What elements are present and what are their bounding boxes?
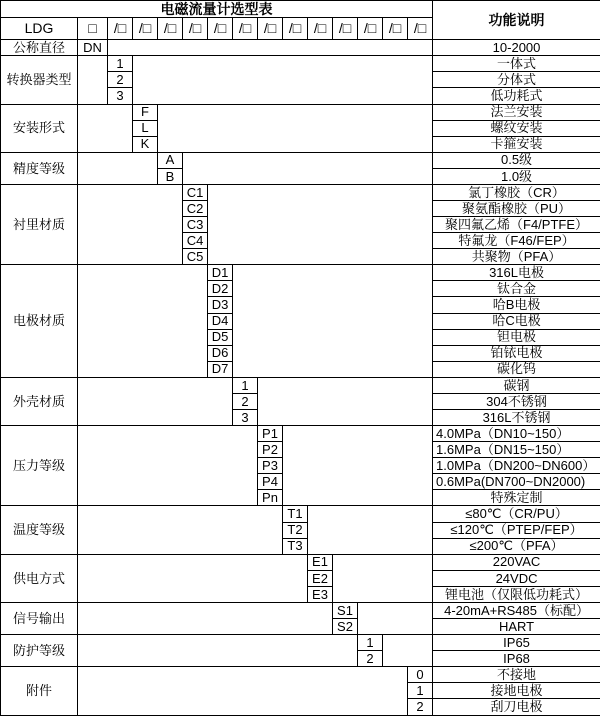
model-slot-box: /□	[183, 18, 208, 40]
option-row	[1, 265, 600, 281]
option-code: C5	[183, 249, 208, 265]
model-slot-box: /□	[133, 18, 158, 40]
spacer-cell	[258, 377, 433, 425]
option-code: C1	[183, 184, 208, 200]
option-desc: 螺纹安装	[433, 120, 600, 136]
model-slot-box: /□	[258, 18, 283, 40]
option-row	[1, 152, 600, 168]
option-desc: 氯丁橡胶（CR）	[433, 184, 600, 200]
option-desc: 聚氨酯橡胶（PU）	[433, 200, 600, 216]
spacer-cell	[78, 667, 408, 716]
category-label: 精度等级	[1, 152, 78, 184]
option-desc: 24VDC	[433, 570, 600, 586]
function-description-header: 功能说明	[433, 1, 600, 40]
option-desc: 碳钢	[433, 377, 600, 393]
option-desc: ≤120℃（PTEP/FEP）	[433, 522, 600, 538]
model-slot-box: /□	[158, 18, 183, 40]
option-desc: IP65	[433, 635, 600, 651]
category-label: 信号输出	[1, 602, 78, 634]
option-row	[1, 377, 600, 393]
option-desc: 接地电极	[433, 683, 600, 699]
option-code: T3	[283, 538, 308, 554]
option-row	[1, 667, 600, 683]
option-code: 1	[233, 377, 258, 393]
category-label: 衬里材质	[1, 184, 78, 264]
option-code: A	[158, 152, 183, 168]
option-code: 2	[408, 699, 433, 716]
option-desc: 不接地	[433, 667, 600, 683]
model-slot-box: /□	[383, 18, 408, 40]
model-slot-box: /□	[233, 18, 258, 40]
spacer-cell	[183, 152, 433, 184]
table-body	[1, 1, 600, 716]
spacer-cell	[78, 184, 183, 264]
option-code: 1	[108, 56, 133, 72]
category-label: 温度等级	[1, 506, 78, 554]
diameter-code: DN	[78, 40, 108, 56]
option-row	[1, 554, 600, 570]
option-code: C3	[183, 217, 208, 233]
option-desc: 特氟龙（F46/FEP）	[433, 233, 600, 249]
spacer-cell	[283, 426, 433, 506]
option-desc: 聚四氟乙烯（F4/PTFE）	[433, 217, 600, 233]
option-code: 3	[108, 88, 133, 104]
option-code: Pn	[258, 490, 283, 506]
option-code: D3	[208, 297, 233, 313]
spacer-cell	[78, 426, 258, 506]
spacer-cell	[333, 554, 433, 602]
option-code: L	[133, 120, 158, 136]
option-desc: 0.5级	[433, 152, 600, 168]
option-desc: 1.0级	[433, 168, 600, 184]
category-label-diameter: 公称直径	[1, 40, 78, 56]
option-code: C4	[183, 233, 208, 249]
spacer-cell	[78, 377, 233, 425]
model-slot-box: /□	[408, 18, 433, 40]
option-desc: 碳化钨	[433, 361, 600, 377]
model-slot-box: /□	[308, 18, 333, 40]
category-label: 压力等级	[1, 426, 78, 506]
spacer-cell	[308, 506, 433, 554]
option-desc: 卡箍安装	[433, 136, 600, 152]
spacer-cell	[233, 265, 433, 378]
category-label: 外壳材质	[1, 377, 78, 425]
option-desc: ≤80℃（CR/PU）	[433, 506, 600, 522]
option-code: K	[133, 136, 158, 152]
spacer-cell	[108, 40, 433, 56]
option-code: 2	[358, 651, 383, 667]
option-code: 2	[108, 72, 133, 88]
option-desc: IP68	[433, 651, 600, 667]
option-code: P3	[258, 458, 283, 474]
category-label: 电极材质	[1, 265, 78, 378]
spacer-cell	[78, 56, 108, 104]
option-desc: 1.0MPa（DN200~DN600）	[433, 458, 600, 474]
option-desc: 0.6MPa(DN700~DN2000)	[433, 474, 600, 490]
option-desc: 法兰安装	[433, 104, 600, 120]
option-desc: 220VAC	[433, 554, 600, 570]
option-code: P2	[258, 442, 283, 458]
option-desc: 4.0MPa（DN10~150）	[433, 426, 600, 442]
option-code: F	[133, 104, 158, 120]
option-code: D6	[208, 345, 233, 361]
option-desc: 316L不锈钢	[433, 410, 600, 426]
option-code: D5	[208, 329, 233, 345]
option-desc: 304不锈钢	[433, 393, 600, 409]
option-desc: 哈B电极	[433, 297, 600, 313]
spacer-cell	[78, 506, 283, 554]
option-code: D2	[208, 281, 233, 297]
option-desc: 1.6MPa（DN15~150）	[433, 442, 600, 458]
spacer-cell	[208, 184, 433, 264]
option-desc: 分体式	[433, 72, 600, 88]
spacer-cell	[358, 602, 433, 634]
option-code: E2	[308, 570, 333, 586]
option-code: P1	[258, 426, 283, 442]
option-desc: 特殊定制	[433, 490, 600, 506]
spacer-cell	[78, 104, 133, 152]
category-label: 安装形式	[1, 104, 78, 152]
category-label: 转换器类型	[1, 56, 78, 104]
option-code: B	[158, 168, 183, 184]
model-prefix: LDG	[1, 18, 78, 40]
option-row	[1, 104, 600, 120]
option-code: E1	[308, 554, 333, 570]
model-slot-box: /□	[208, 18, 233, 40]
model-first-box: □	[78, 18, 108, 40]
option-code: 1	[408, 683, 433, 699]
diameter-desc: 10-2000	[433, 40, 600, 56]
option-code: 1	[358, 635, 383, 651]
option-code: T1	[283, 506, 308, 522]
option-desc: 钽电极	[433, 329, 600, 345]
option-desc: 锂电池（仅限低功耗式）	[433, 586, 600, 602]
option-desc: 共聚物（PFA）	[433, 249, 600, 265]
model-slot-box: /□	[283, 18, 308, 40]
option-code: S2	[333, 619, 358, 635]
option-desc: 一体式	[433, 56, 600, 72]
model-slot-box: /□	[108, 18, 133, 40]
model-slot-box: /□	[358, 18, 383, 40]
diameter-row	[1, 40, 600, 56]
spacer-cell	[78, 635, 358, 667]
option-desc: 4-20mA+RS485（标配）	[433, 602, 600, 618]
page-title: 电磁流量计选型表	[1, 1, 433, 18]
model-slot-box: /□	[333, 18, 358, 40]
option-desc: ≤200℃（PFA）	[433, 538, 600, 554]
option-code: 3	[233, 410, 258, 426]
option-row	[1, 635, 600, 651]
option-code: D7	[208, 361, 233, 377]
category-label: 供电方式	[1, 554, 78, 602]
spacer-cell	[78, 602, 333, 634]
title-row	[1, 1, 600, 18]
option-row	[1, 56, 600, 72]
spacer-cell	[78, 265, 208, 378]
option-code: T2	[283, 522, 308, 538]
spacer-cell	[78, 554, 308, 602]
option-desc: 哈C电极	[433, 313, 600, 329]
option-code: S1	[333, 602, 358, 618]
category-label: 防护等级	[1, 635, 78, 667]
option-desc: 铂铱电极	[433, 345, 600, 361]
spacer-cell	[383, 635, 433, 667]
option-row	[1, 184, 600, 200]
spacer-cell	[158, 104, 433, 152]
option-code: D1	[208, 265, 233, 281]
option-code: 2	[233, 393, 258, 409]
option-code: 0	[408, 667, 433, 683]
option-desc: 316L电极	[433, 265, 600, 281]
option-desc: 刮刀电极	[433, 699, 600, 716]
spacer-cell	[133, 56, 433, 104]
category-label: 附件	[1, 667, 78, 716]
option-desc: 钛合金	[433, 281, 600, 297]
option-code: C2	[183, 200, 208, 216]
option-code: E3	[308, 586, 333, 602]
option-row	[1, 602, 600, 618]
option-row	[1, 506, 600, 522]
spacer-cell	[78, 152, 158, 184]
option-desc: 低功耗式	[433, 88, 600, 104]
option-code: P4	[258, 474, 283, 490]
option-desc: HART	[433, 619, 600, 635]
option-row	[1, 426, 600, 442]
option-code: D4	[208, 313, 233, 329]
